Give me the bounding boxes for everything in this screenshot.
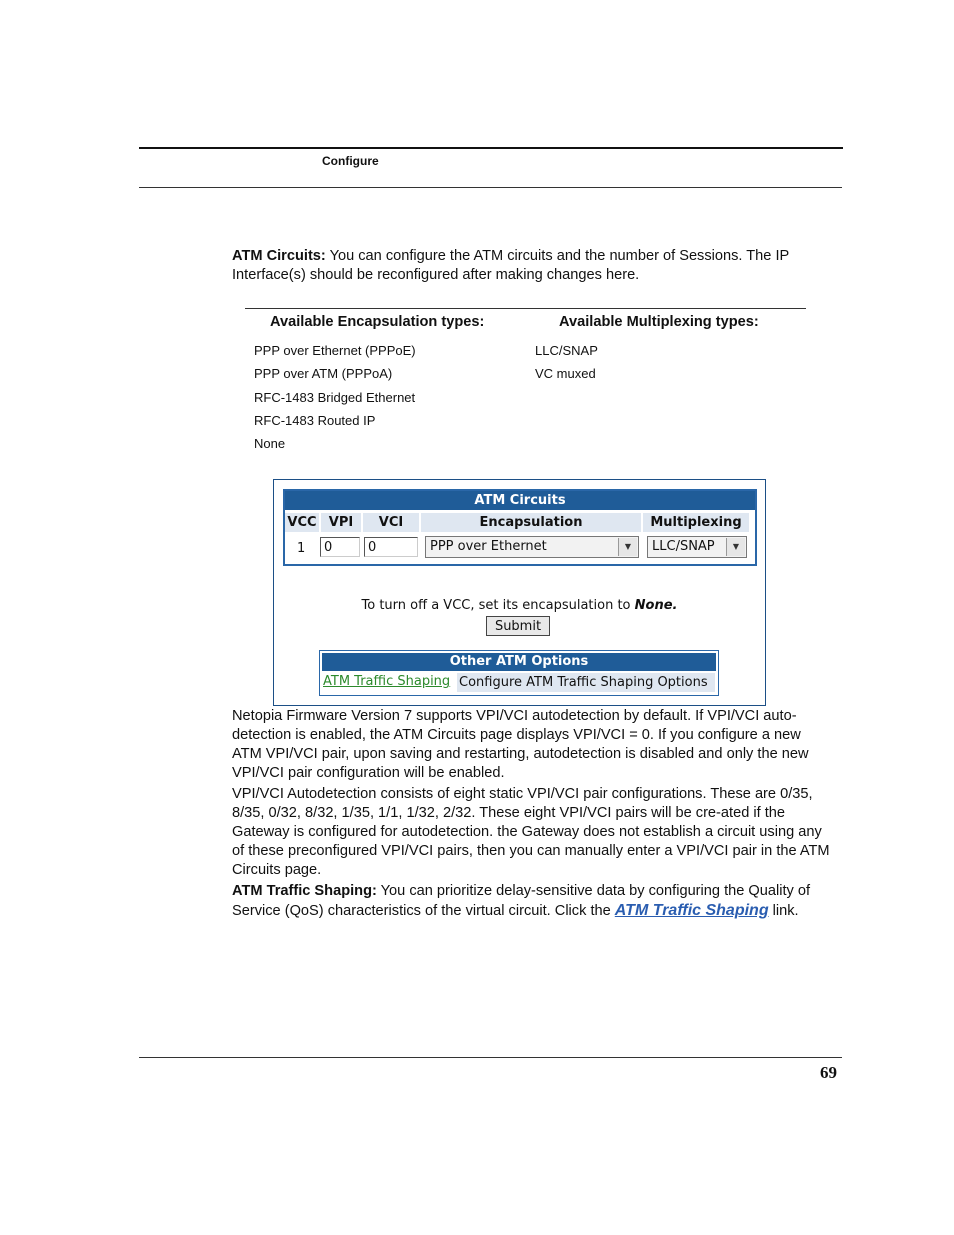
turnoff-value: None. bbox=[634, 598, 678, 613]
other-atm-options-table bbox=[319, 650, 719, 696]
header-rule bbox=[139, 147, 843, 149]
col-vci: VCI bbox=[363, 513, 419, 532]
encap-item: RFC-1483 Routed IP bbox=[254, 413, 376, 428]
atm-circuits-title: ATM Circuits bbox=[285, 491, 755, 510]
atm-traffic-shaping-link[interactable]: ATM Traffic Shaping bbox=[323, 674, 451, 689]
encapsulation-value: PPP over Ethernet bbox=[430, 539, 547, 554]
vcc-value: 1 bbox=[297, 541, 306, 556]
autodetect-pairs-paragraph: VPI/VCI Autodetection consists of eight static VPI/VCI pair configurations. These are 0/35, 8/35, 0/32, 8/32, 1/35, 1/1, 1/32, 2/32. These eight VPI/VCI pairs will be cre-ated if the Gateway is configured for autodetection. the Gateway does not establish a circuit using any of these preconfigured VPI/VCI pairs, then you can manually enter a VPI/VCI pair in the ATM Circuits page. bbox=[232, 786, 830, 878]
traffic-shaping-end: link. bbox=[768, 903, 799, 919]
traffic-shaping-label: ATM Traffic Shaping: bbox=[232, 883, 377, 899]
submit-button[interactable]: Submit bbox=[486, 616, 550, 636]
vpi-input[interactable]: 0 bbox=[320, 537, 360, 557]
traffic-shaping-link[interactable]: ATM Traffic Shaping bbox=[614, 902, 769, 919]
encap-item: PPP over ATM (PPPoA) bbox=[254, 366, 393, 381]
intro-paragraph bbox=[232, 247, 832, 285]
col-multiplexing: Multiplexing bbox=[643, 513, 749, 532]
encap-item: PPP over Ethernet (PPPoE) bbox=[254, 343, 416, 358]
col-vpi: VPI bbox=[321, 513, 361, 532]
encap-item: None bbox=[254, 436, 286, 451]
intro-text: You can configure the ATM circuits and the number of Sessions. The IP Interface(s) should be reconfigured after making changes here. bbox=[232, 248, 789, 283]
mux-item: LLC/SNAP bbox=[535, 343, 598, 358]
section-label: Configure bbox=[322, 154, 379, 168]
intro-label: ATM Circuits: bbox=[232, 248, 326, 264]
encap-heading: Available Encapsulation types: bbox=[270, 314, 485, 330]
chevron-down-icon: ▼ bbox=[726, 538, 745, 556]
atm-circuits-table bbox=[283, 489, 757, 566]
other-atm-options-title: Other ATM Options bbox=[322, 653, 716, 671]
mux-heading: Available Multiplexing types: bbox=[559, 314, 759, 330]
turnoff-text: To turn off a VCC, set its encapsulation to bbox=[361, 598, 635, 613]
autodetect-paragraph: Netopia Firmware Version 7 supports VPI/VCI autodetection by default. If VPI/VCI auto-detection is enabled, the ATM Circuits page displays VPI/VCI = 0. If you configure a new ATM VPI/VCI pair, upon saving and restarting, autodetection is disabled and only the new VPI/VCI pair configuration will be enabled. bbox=[232, 708, 809, 781]
encap-item: RFC-1483 Bridged Ethernet bbox=[254, 390, 416, 405]
mux-item: VC muxed bbox=[535, 366, 596, 381]
encapsulation-select[interactable] bbox=[425, 536, 639, 558]
vci-input[interactable]: 0 bbox=[364, 537, 418, 557]
footer-rule bbox=[139, 1057, 842, 1058]
page-number: 69 bbox=[820, 1063, 837, 1082]
multiplexing-value: LLC/SNAP bbox=[652, 539, 715, 554]
multiplexing-select[interactable] bbox=[647, 536, 747, 558]
chevron-down-icon: ▼ bbox=[618, 538, 637, 556]
traffic-shaping-text: You can prioritize delay-sensitive data by configuring the Quality of Service (QoS) characteristics of the virtual circuit. Click the bbox=[232, 883, 811, 919]
atm-circuits-screenshot bbox=[273, 479, 766, 706]
atm-traffic-shaping-description: Configure ATM Traffic Shaping Options bbox=[457, 673, 715, 692]
header-bottom-rule bbox=[139, 187, 842, 188]
traffic-shaping-paragraph bbox=[232, 882, 832, 921]
turnoff-note bbox=[274, 598, 765, 613]
col-encapsulation: Encapsulation bbox=[421, 513, 641, 532]
col-vcc: VCC bbox=[285, 513, 319, 532]
types-table-rule bbox=[245, 308, 806, 309]
